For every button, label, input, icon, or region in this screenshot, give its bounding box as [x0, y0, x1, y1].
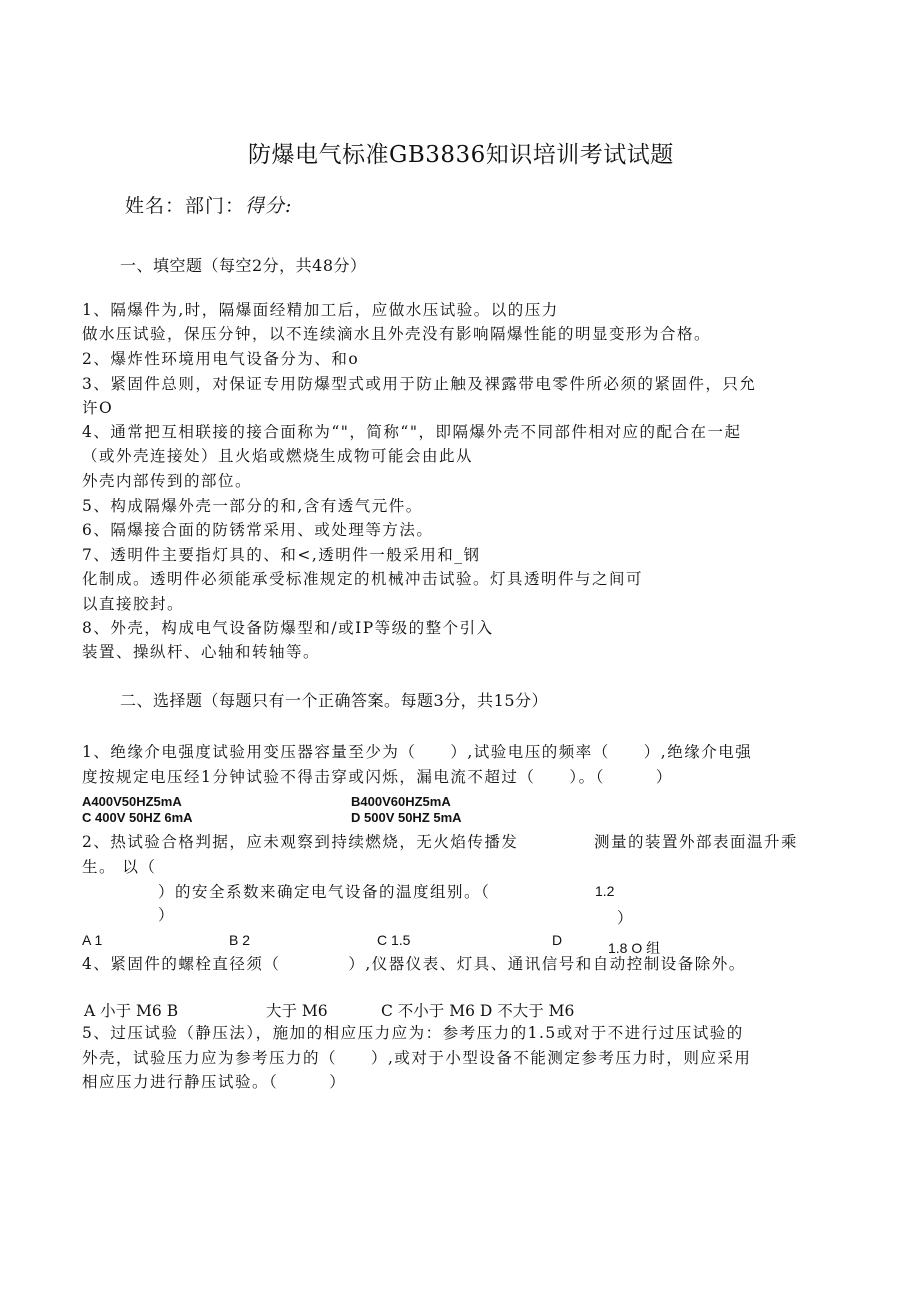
question-line: 7、透明件主要指灯具的、和<,透明件一般采用和_钢	[82, 546, 481, 564]
question-line: 以直接胶封。	[82, 595, 185, 613]
question-line: 外壳内部传到的部位。	[82, 472, 253, 490]
question-line: 许O	[82, 399, 114, 417]
question-line: （或外壳连接处）且火焰或燃烧生成物可能会由此从	[82, 447, 474, 465]
question-line: 2、爆炸性环境用电气设备分为、和o	[82, 350, 360, 368]
question-2-value: 1.2	[595, 883, 615, 899]
question-1-option-a: A400V50HZ5mA	[82, 794, 182, 809]
question-2-option-b: B 2	[229, 932, 251, 948]
question-2-option-a: A 1	[82, 932, 103, 948]
question-4-option-ab: A 小于 M6 B	[84, 1002, 179, 1020]
question-line: 5、构成隔爆外壳一部分的和,含有透气元件。	[82, 497, 423, 515]
question-line: 1、隔爆件为,时，隔爆面经精加工后，应做水压试验。以的压力	[82, 301, 559, 319]
question-1-line-1: 1、绝缘介电强度试验用变压器容量至少为（ ）,试验电压的频率（ ）,绝缘介电强	[82, 743, 753, 761]
question-1-option-c: C 400V 50HZ 6mA	[82, 810, 193, 825]
question-2-line-1-right: 测量的装置外部表面温升乘	[594, 833, 799, 851]
question-2-line-1-left: 2、热试验合格判据，应未观察到持续燃烧，无火焰传播发	[82, 833, 519, 851]
question-5-line-1: 5、过压试验（静压法），施加的相应压力应为：参考压力的1.5或对于不进行过压试验的	[82, 1024, 744, 1042]
question-2-option-d: D	[552, 932, 563, 948]
question-2-option-c: C 1.5	[377, 932, 411, 948]
question-2-close-paren: ）	[617, 909, 635, 927]
question-5-line-3: 相应压力进行静压试验。（ ）	[82, 1073, 347, 1091]
question-5-line-2: 外壳，试验压力应为参考压力的（ ）,或对于小型设备不能测定参考压力时，则应采用	[82, 1049, 752, 1067]
question-line: 装置、操纵杆、心轴和转轴等。	[82, 643, 321, 661]
question-line: 6、隔爆接合面的防锈常采用、或处理等方法。	[82, 521, 434, 539]
section-fill-in-heading: 一、填空题（每空2分，共48分）	[120, 256, 367, 275]
question-4-option-cd: C 不小于 M6 D 不大于 M6	[381, 1002, 575, 1020]
question-2-line-2: 生。 以（	[82, 858, 157, 876]
question-1-option-d: D 500V 50HZ 5mA	[351, 810, 462, 825]
question-2-option-d-tail-clip	[608, 938, 688, 956]
candidate-info	[125, 191, 292, 218]
section-choice-heading: 二、选择题（每题只有一个正确答案。每题3分，共15分）	[120, 691, 549, 710]
question-line: 3、紧固件总则，对保证专用防爆型式或用于防止触及裸露带电零件所必须的紧固件，只允	[82, 375, 757, 393]
question-4-line: 4、紧固件的螺栓直径须（ ）,仪器仪表、灯具、通讯信号和自动控制设备除外。	[82, 955, 746, 973]
document-title: 防爆电气标准GB3836知识培训考试试题	[248, 142, 674, 168]
question-line: 化制成。透明件必须能承受标准规定的机械冲击试验。灯具透明件与之间可	[82, 570, 644, 588]
question-4-option-b-value: 大于 M6	[266, 1002, 328, 1020]
question-2-close-paren: ）	[158, 906, 176, 924]
question-1-line-2: 度按规定电压经1分钟试验不得击穿或闪烁，漏电流不超过（ ）。（ ）	[82, 768, 673, 786]
question-1-option-b: B400V60HZ5mA	[351, 794, 451, 809]
name-department-label: 姓名：部门：	[125, 195, 246, 217]
question-2-option-d-tail: 1.8 O 组	[608, 940, 661, 956]
question-line: 做水压试验，保压分钟，以不连续滴水且外壳没有影响隔爆性能的明显变形为合格。	[82, 325, 712, 343]
question-line: 4、通常把互相联接的接合面称为“"，简称“"，即隔爆外壳不同部件相对应的配合在一起	[82, 423, 742, 441]
question-2-line-3: ）的安全系数来确定电气设备的温度组别。（	[158, 883, 491, 901]
score-label: 得分:	[245, 195, 293, 217]
question-line: 8、外壳，构成电气设备防爆型和/或IP等级的整个引入	[82, 619, 494, 637]
